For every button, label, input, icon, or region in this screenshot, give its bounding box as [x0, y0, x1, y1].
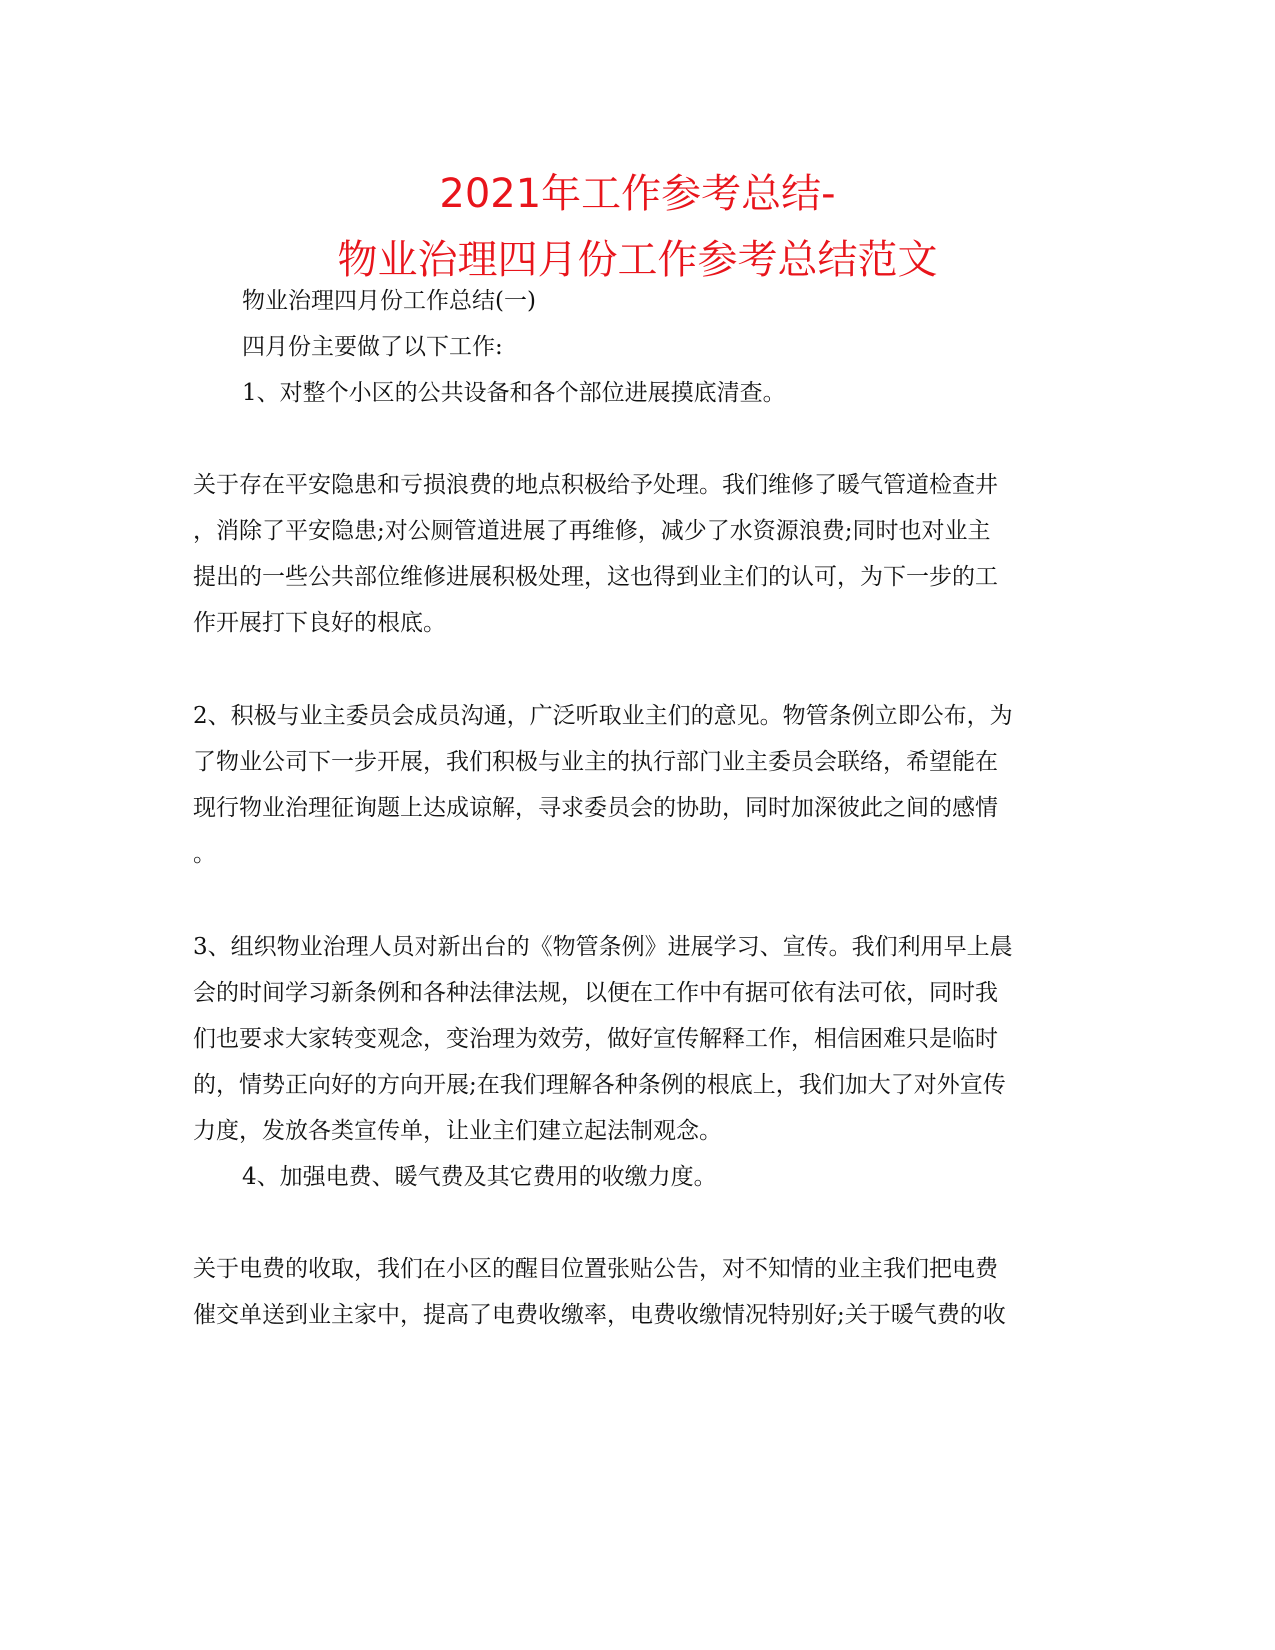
- paragraph-line: 力度，发放各类宣传单，让业主们建立起法制观念。: [193, 1118, 722, 1144]
- paragraph-line: 们也要求大家转变观念，变治理为效劳，做好宣传解释工作，相信困难只是临时: [193, 1026, 998, 1052]
- section-heading: 物业治理四月份工作总结(一): [242, 288, 536, 314]
- list-item-3: 3、组织物业治理人员对新出台的《物管条例》进展学习、宣传。我们利用早上晨: [193, 934, 1013, 960]
- document-title-line-1: 2021年工作参考总结-: [439, 171, 836, 217]
- paragraph-line: 催交单送到业主家中，提高了电费收缴率，电费收缴情况特别好;关于暖气费的收: [193, 1302, 1006, 1328]
- paragraph-line: 了物业公司下一步开展，我们积极与业主的执行部门业主委员会联络，希望能在: [193, 749, 998, 775]
- list-item-4: 4、加强电费、暖气费及其它费用的收缴力度。: [242, 1164, 717, 1190]
- paragraph-line: 关于电费的收取，我们在小区的醒目位置张贴公告，对不知情的业主我们把电费: [193, 1256, 998, 1282]
- paragraph-line: 会的时间学习新条例和各种法律法规，以便在工作中有据可依有法可依，同时我: [193, 980, 998, 1006]
- paragraph-line: 四月份主要做了以下工作:: [242, 334, 503, 360]
- document-title-line-2: 物业治理四月份工作参考总结范文: [337, 237, 938, 283]
- list-item-1: 1、对整个小区的公共设备和各个部位进展摸底清查。: [242, 380, 786, 406]
- paragraph-line: 现行物业治理征询题上达成谅解，寻求委员会的协助，同时加深彼此之间的感情: [193, 795, 998, 821]
- paragraph-line: 。: [193, 841, 216, 867]
- paragraph-line: 的，情势正向好的方向开展;在我们理解各种条例的根底上，我们加大了对外宣传: [193, 1072, 1006, 1098]
- paragraph-line: 关于存在平安隐患和亏损浪费的地点积极给予处理。我们维修了暖气管道检查井: [193, 472, 998, 498]
- paragraph-line: ，消除了平安隐患;对公厕管道进展了再维修，减少了水资源浪费;同时也对业主: [193, 518, 991, 544]
- paragraph-line: 作开展打下良好的根底。: [193, 610, 446, 636]
- paragraph-line: 提出的一些公共部位维修进展积极处理，这也得到业主们的认可，为下一步的工: [193, 564, 998, 590]
- list-item-2: 2、积极与业主委员会成员沟通，广泛听取业主们的意见。物管条例立即公布，为: [193, 703, 1013, 729]
